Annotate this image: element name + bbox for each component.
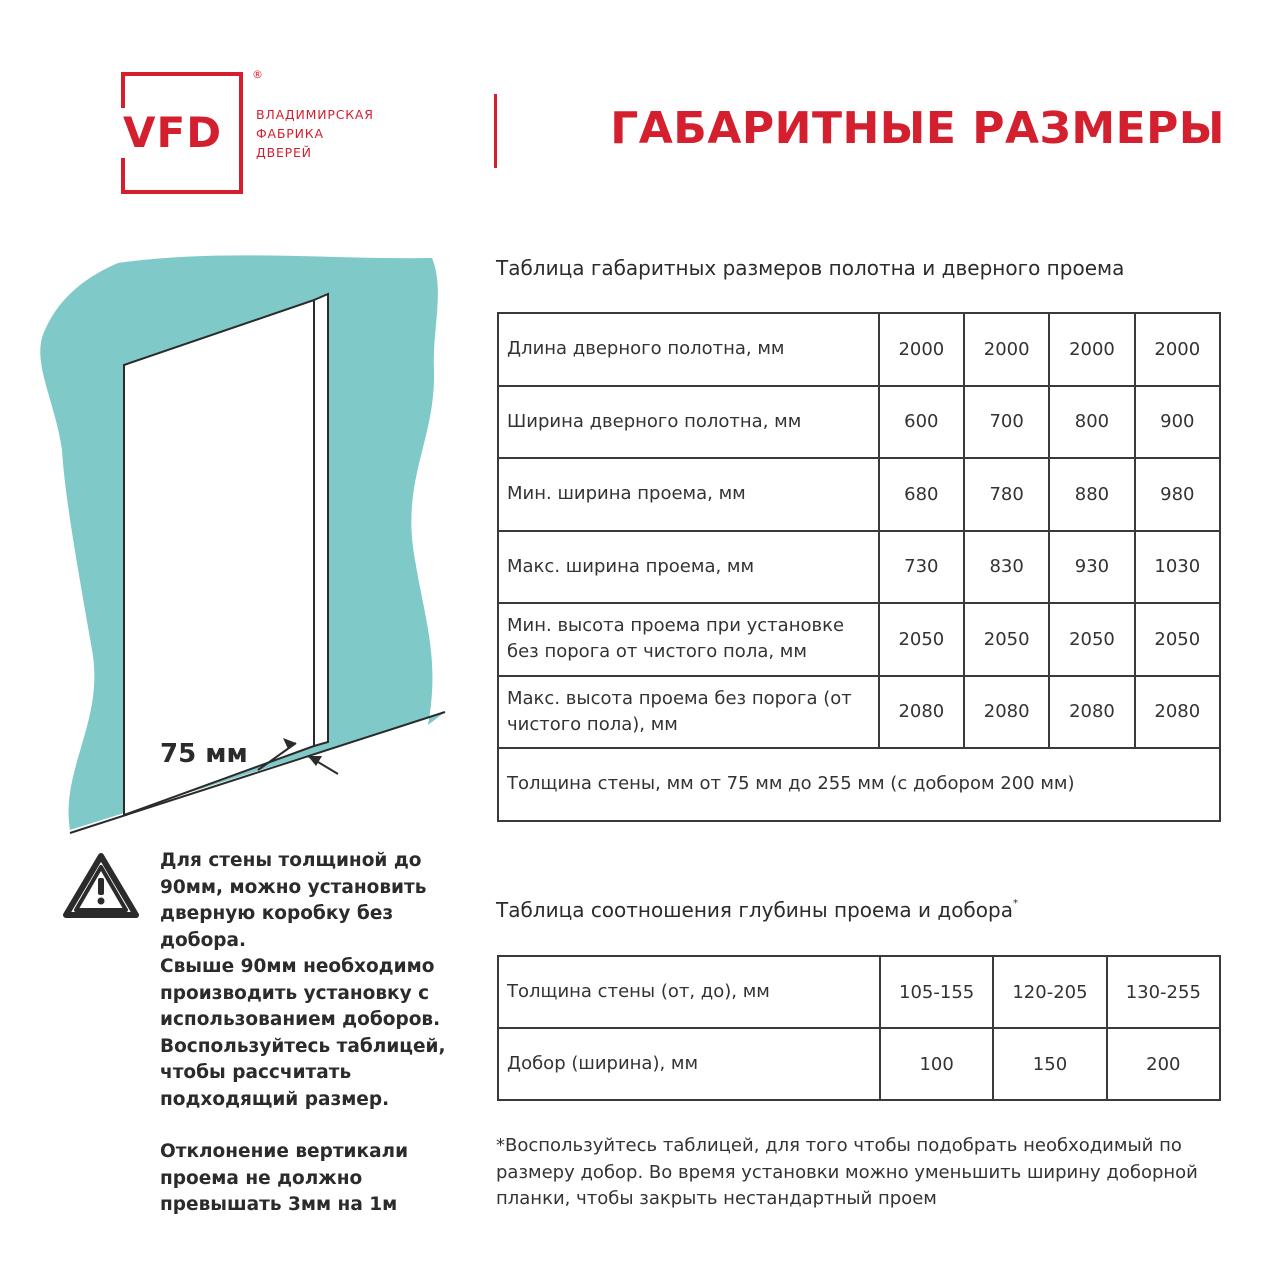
table-cell: 2050 bbox=[964, 603, 1049, 676]
table-row bbox=[498, 603, 1220, 676]
table-cell: 830 bbox=[964, 531, 1049, 604]
logo-line: ДВЕРЕЙ bbox=[256, 145, 312, 160]
row-label: Мин. высота проема при установке без порога от чистого пола, мм bbox=[498, 603, 879, 676]
table-row bbox=[498, 386, 1220, 459]
note-paragraph: Для стены толщиной до 90мм, можно установить дверную коробку без добора. bbox=[160, 850, 427, 951]
page-title: ГАБАРИТНЫЕ РАЗМЕРЫ bbox=[610, 103, 1225, 154]
table-row bbox=[498, 458, 1220, 531]
arrow-head bbox=[308, 756, 322, 766]
table-cell: 130-255 bbox=[1107, 956, 1220, 1028]
table-cell: 900 bbox=[1135, 386, 1220, 459]
table-cell: 800 bbox=[1049, 386, 1134, 459]
footnote-mark: * bbox=[1012, 898, 1018, 909]
installation-notes bbox=[160, 848, 460, 1219]
footnote: *Воспользуйтесь таблицей, для того чтобы подобрать необходимый по размеру добор. Во время установки можно уменьшить ширину доборной планки, чтобы закрыть нестандартный проем bbox=[496, 1135, 1198, 1209]
table-row bbox=[498, 956, 1220, 1028]
door-panel bbox=[124, 300, 314, 815]
table-cell: 200 bbox=[1107, 1028, 1220, 1100]
table-cell: 880 bbox=[1049, 458, 1134, 531]
table-cell: 2080 bbox=[1135, 676, 1220, 749]
table-cell: 600 bbox=[879, 386, 964, 459]
row-label: Ширина дверного полотна, мм bbox=[498, 386, 879, 459]
header-divider bbox=[494, 94, 497, 168]
logo-letters: VFD bbox=[121, 108, 226, 158]
logo-line: ФАБРИКА bbox=[256, 126, 324, 141]
table-cell: 1030 bbox=[1135, 531, 1220, 604]
table-cell: 2000 bbox=[1049, 313, 1134, 386]
logo-company-name bbox=[256, 105, 374, 162]
table-cell: 105-155 bbox=[880, 956, 993, 1028]
table2-title-text: Таблица соотношения глубины проема и добора bbox=[496, 898, 1013, 922]
table-row bbox=[498, 676, 1220, 749]
door-dimensions-table bbox=[497, 312, 1221, 822]
door-illustration bbox=[0, 250, 460, 850]
table-row bbox=[498, 1028, 1220, 1100]
registered-mark: ® bbox=[252, 68, 263, 81]
logo-line: ВЛАДИМИРСКАЯ bbox=[256, 107, 374, 122]
row-label: Макс. ширина проема, мм bbox=[498, 531, 879, 604]
table-cell: 2080 bbox=[964, 676, 1049, 749]
note-paragraph: Свыше 90мм необходимо производить установку с использованием доборов. Воспользуйтесь таблицей, чтобы рассчитать подходящий размер. bbox=[160, 956, 446, 1110]
table-cell: 930 bbox=[1049, 531, 1134, 604]
table-cell: 2000 bbox=[879, 313, 964, 386]
table-cell: 2050 bbox=[879, 603, 964, 676]
table-cell: 2080 bbox=[1049, 676, 1134, 749]
table-row bbox=[498, 313, 1220, 386]
table2-title bbox=[496, 898, 1018, 922]
row-label: Толщина стены (от, до), мм bbox=[498, 956, 880, 1028]
table1-title: Таблица габаритных размеров полотна и дверного проема bbox=[496, 256, 1125, 280]
note-paragraph: Отклонение вертикали проема не должно превышать 3мм на 1м bbox=[160, 1141, 409, 1215]
row-label: Длина дверного полотна, мм bbox=[498, 313, 879, 386]
row-label: Мин. ширина проема, мм bbox=[498, 458, 879, 531]
table-cell: 780 bbox=[964, 458, 1049, 531]
table-cell: 150 bbox=[993, 1028, 1106, 1100]
row-label: Добор (ширина), мм bbox=[498, 1028, 880, 1100]
extension-table bbox=[497, 955, 1221, 1101]
table-cell: 2050 bbox=[1049, 603, 1134, 676]
row-label: Макс. высота проема без порога (от чистого пола), мм bbox=[498, 676, 879, 749]
table-cell: 120-205 bbox=[993, 956, 1106, 1028]
table-cell: 2080 bbox=[879, 676, 964, 749]
table-cell: 2000 bbox=[964, 313, 1049, 386]
table-cell: 2050 bbox=[1135, 603, 1220, 676]
table-cell: 700 bbox=[964, 386, 1049, 459]
wall-thickness-row: Толщина стены, мм от 75 мм до 255 мм (с добором 200 мм) bbox=[498, 748, 1220, 821]
warning-icon bbox=[62, 852, 140, 920]
dimension-label: 75 мм bbox=[160, 739, 248, 769]
table-row bbox=[498, 748, 1220, 821]
table-row bbox=[498, 531, 1220, 604]
table-cell: 730 bbox=[879, 531, 964, 604]
table-cell: 980 bbox=[1135, 458, 1220, 531]
table-cell: 680 bbox=[879, 458, 964, 531]
table-cell: 100 bbox=[880, 1028, 993, 1100]
table-cell: 2000 bbox=[1135, 313, 1220, 386]
door-frame-edge bbox=[314, 294, 328, 746]
